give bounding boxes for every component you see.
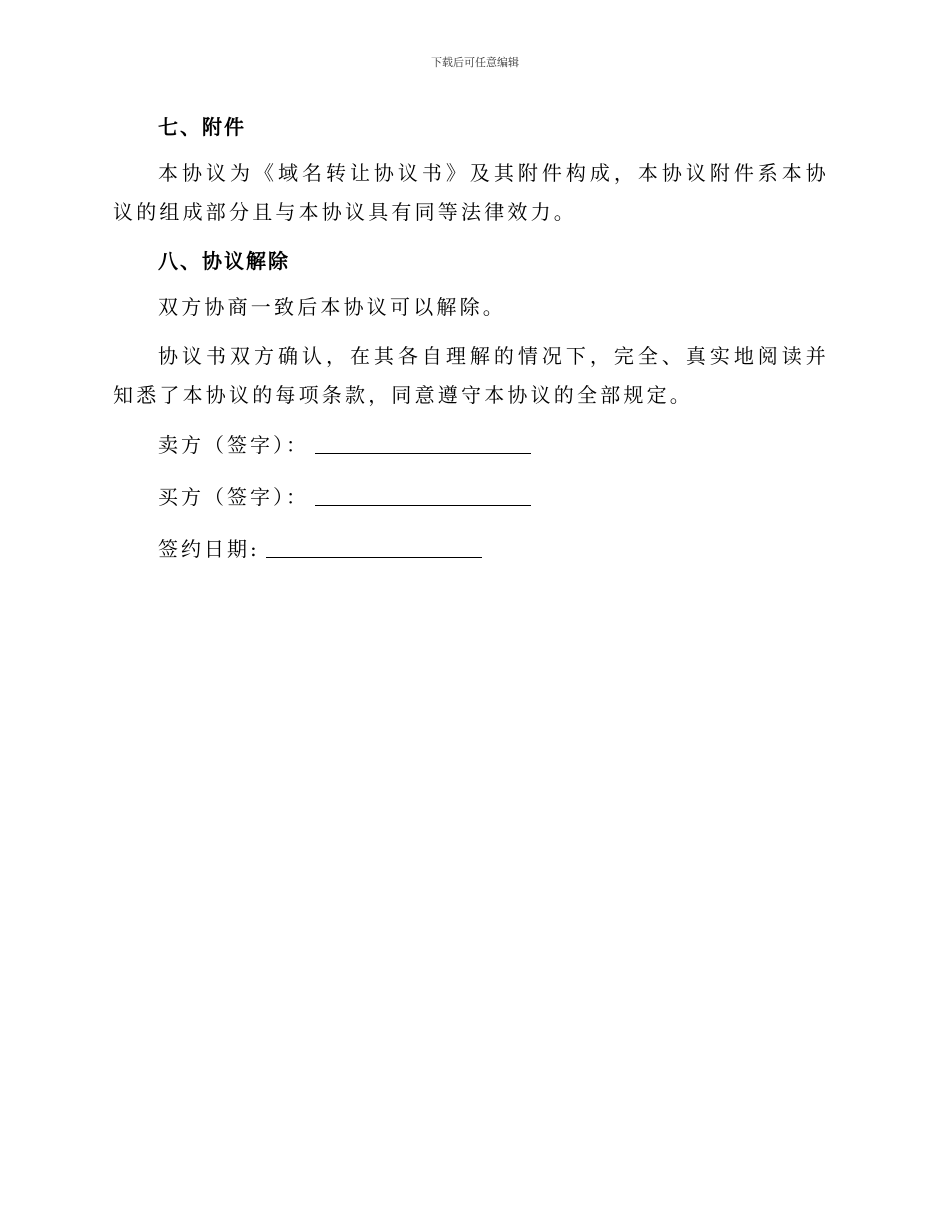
spacer	[113, 144, 829, 154]
section-body-attachments: 本协议为《域名转让协议书》及其附件构成，本协议附件系本协议的组成部分且与本协议具有同等法律效力。	[113, 161, 829, 224]
buyer-signature-label: 买方（签字）：	[158, 485, 309, 509]
buyer-signature-blank[interactable]	[315, 479, 531, 506]
section-title-attachments: 七、附件	[158, 115, 246, 139]
signing-date-line	[113, 529, 829, 581]
spacer	[113, 232, 829, 244]
buyer-signature-line	[113, 477, 829, 529]
confirmation-paragraph: 协议书双方确认，在其各自理解的情况下，完全、真实地阅读并知悉了本协议的每项条款，同意遵守本协议的全部规定。	[113, 344, 829, 407]
spacer	[113, 278, 829, 288]
seller-signature-label: 卖方（签字）：	[158, 433, 309, 457]
section-body-termination: 双方协商一致后本协议可以解除。	[158, 295, 506, 319]
section-title-termination: 八、协议解除	[158, 249, 290, 273]
seller-signature-blank[interactable]	[315, 427, 531, 454]
spacer	[113, 327, 829, 337]
signing-date-label: 签约日期:	[158, 537, 260, 561]
signing-date-blank[interactable]	[266, 531, 482, 558]
seller-signature-line	[113, 425, 829, 477]
page-header-note: 下载后可任意编辑	[431, 56, 519, 69]
spacer	[113, 415, 829, 425]
document-body	[113, 110, 829, 581]
